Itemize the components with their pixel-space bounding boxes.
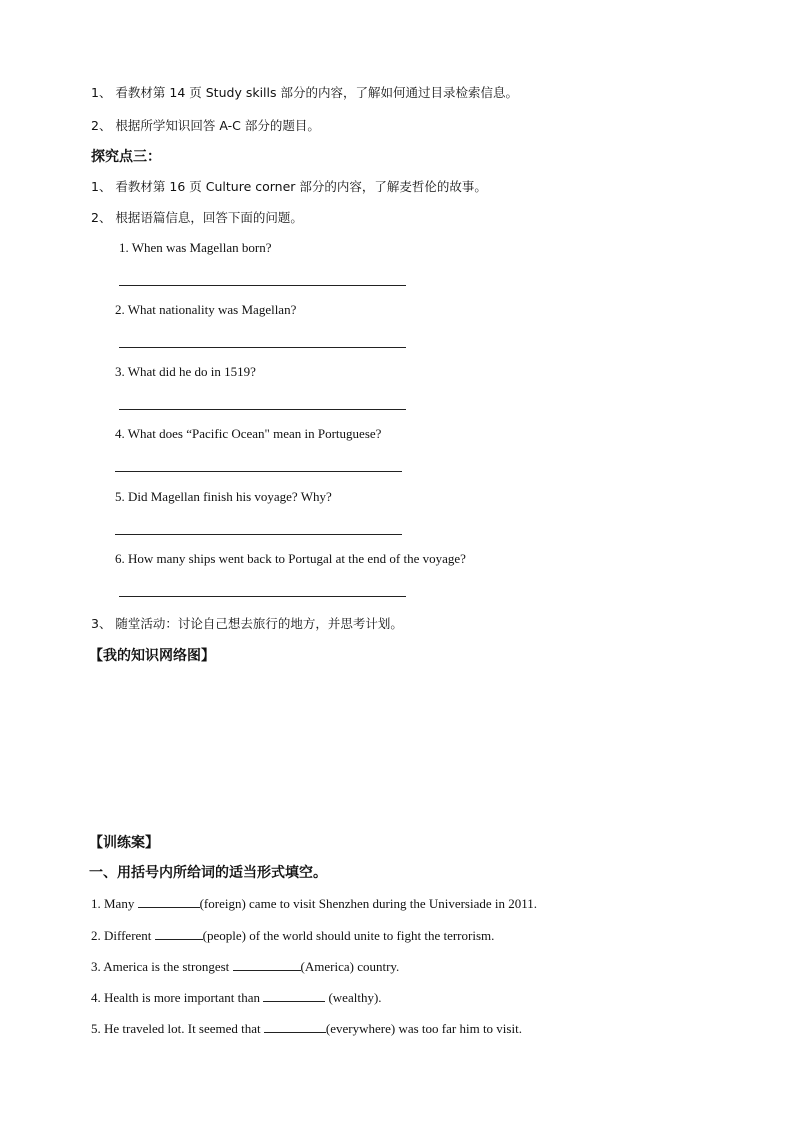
fill-blank[interactable] bbox=[155, 927, 203, 940]
question-3: 3. What did he do in 1519? bbox=[115, 364, 256, 379]
answer-line-1 bbox=[119, 285, 406, 286]
instruction-2: 2、 根据所学知识回答 A-C 部分的题目。 bbox=[91, 118, 320, 133]
answer-line-5 bbox=[115, 534, 402, 535]
fill-blank[interactable] bbox=[263, 989, 325, 1002]
exercise-item-1: 1. Many (foreign) came to visit Shenzhen during the Universiade in 2011. bbox=[91, 896, 538, 911]
answer-line-6 bbox=[119, 596, 406, 597]
question-4: 4. What does “Pacific Ocean" mean in Portuguese? bbox=[115, 426, 382, 441]
instruction-3: 1、 看教材第 16 页 Culture corner 部分的内容，了解麦哲伦的故事。 bbox=[91, 179, 487, 194]
exercise-item-4: 4. Health is more important than (wealthy). bbox=[91, 990, 382, 1005]
question-1: 1. When was Magellan born? bbox=[119, 240, 272, 255]
fill-blank[interactable] bbox=[233, 958, 301, 971]
exercise-item-5: 5. He traveled lot. It seemed that (everywhere) was too far him to visit. bbox=[91, 1021, 522, 1036]
section-heading-explore-3: 探究点三： bbox=[91, 149, 161, 165]
knowledge-map-heading: 【我的知识网络图】 bbox=[89, 648, 215, 664]
question-5: 5. Did Magellan finish his voyage? Why? bbox=[115, 489, 332, 504]
exercise-item-3: 3. America is the strongest (America) country. bbox=[91, 959, 400, 974]
instruction-1: 1、 看教材第 14 页 Study skills 部分的内容，了解如何通过目录检索信息。 bbox=[91, 85, 518, 100]
answer-line-3 bbox=[119, 409, 406, 410]
exercise-item-2: 2. Different (people) of the world should unite to fight the terrorism. bbox=[91, 928, 495, 943]
answer-line-4 bbox=[115, 471, 402, 472]
answer-line-2 bbox=[119, 347, 406, 348]
training-heading: 【训练案】 bbox=[89, 835, 159, 851]
instruction-4: 2、 根据语篇信息，回答下面的问题。 bbox=[91, 210, 303, 225]
exercise-subheading: 一、用括号内所给词的适当形式填空。 bbox=[89, 865, 327, 881]
question-6: 6. How many ships went back to Portugal at the end of the voyage? bbox=[115, 551, 466, 566]
instruction-5: 3、 随堂活动：讨论自己想去旅行的地方，并思考计划。 bbox=[91, 616, 403, 631]
fill-blank[interactable] bbox=[264, 1020, 326, 1033]
fill-blank[interactable] bbox=[138, 895, 200, 908]
question-2: 2. What nationality was Magellan? bbox=[115, 302, 297, 317]
